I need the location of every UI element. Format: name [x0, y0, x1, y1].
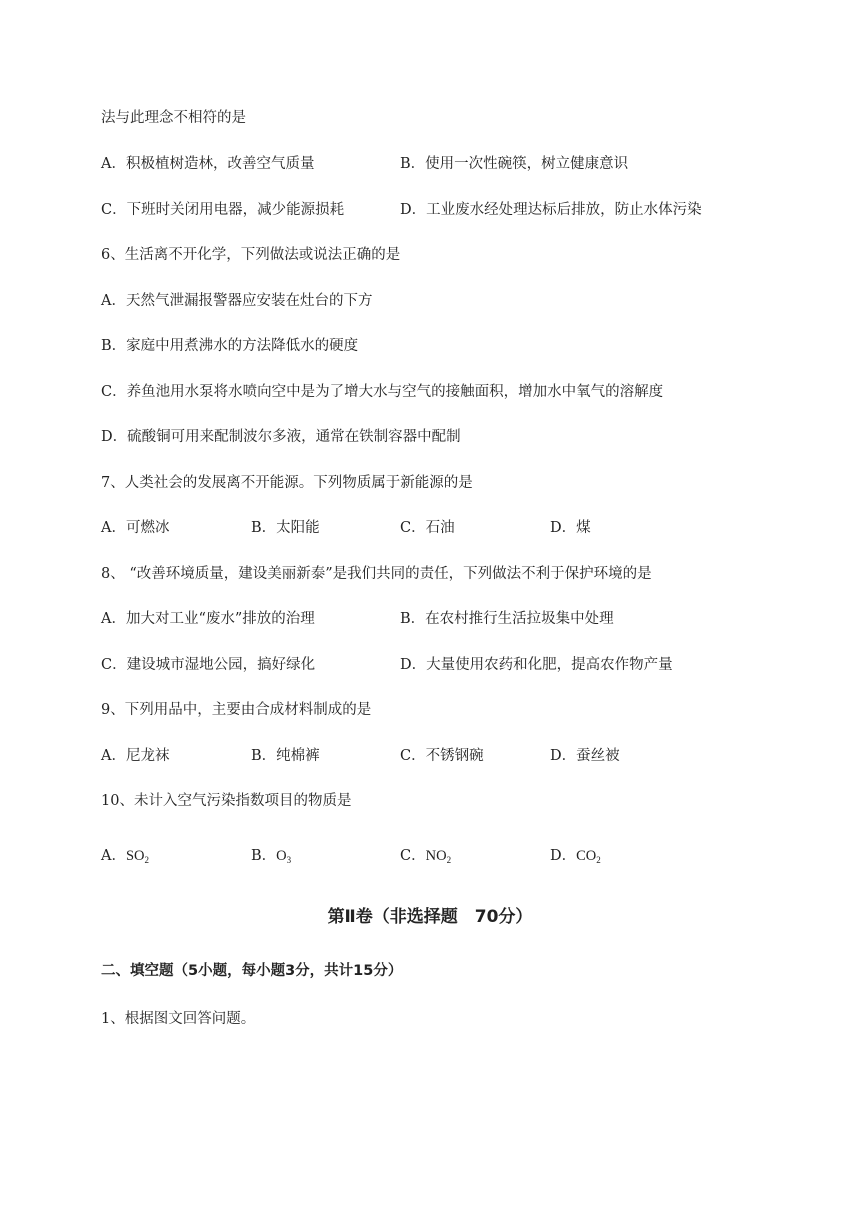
q10-option-a-prefix: A． — [101, 848, 126, 864]
q10-option-a-formula — [126, 848, 149, 864]
q8-option-c: C．建设城市湿地公园，搞好绿化 — [101, 657, 316, 673]
q7-option-c: C．石油 — [400, 520, 455, 536]
q9-option-c: C．不锈钢碗 — [400, 748, 484, 764]
q9-option-b: B．纯棉裤 — [251, 748, 320, 764]
q9-stem: 9、下列用品中，主要由合成材料制成的是 — [101, 702, 372, 718]
part-2-title: 二、填空题（5小题，每小题3分，共计15分） — [101, 963, 403, 979]
q10-option-b-base: O — [276, 848, 287, 864]
q5-option-a: A．积极植树造林，改善空气质量 — [101, 156, 315, 172]
q8-option-b: B．在农村推行生活拉圾集中处理 — [400, 611, 614, 627]
q7-option-d: D．煤 — [550, 520, 591, 536]
q9-option-d: D．蚕丝被 — [550, 748, 620, 764]
q5-option-b: B．使用一次性碗筷，树立健康意识 — [400, 156, 629, 172]
q8-stem: 8、 “改善环境质量，建设美丽新泰”是我们共同的责任，下列做法不利于保护环境的是 — [101, 566, 652, 582]
q10-option-d-formula — [576, 848, 601, 864]
q5-option-c: C．下班时关闭用电器，减少能源损耗 — [101, 202, 345, 218]
q10-option-c-prefix: C． — [400, 848, 426, 864]
q6-option-b: B．家庭中用煮沸水的方法降低水的硬度 — [101, 338, 359, 354]
q8-option-d: D．大量使用农药和化肥，提高农作物产量 — [400, 657, 673, 673]
q10-option-c-base: NO — [425, 848, 447, 864]
q9-option-a: A．尼龙袜 — [101, 748, 170, 764]
q10-option-b — [251, 846, 291, 870]
q5-option-d: D．工业废水经处理达标后排放，防止水体污染 — [400, 202, 702, 218]
fill-question-1: 1、根据图文回答问题。 — [101, 1011, 256, 1027]
q6-option-a: A．天然气泄漏报警器应安装在灶台的下方 — [101, 293, 373, 309]
q10-option-c — [400, 846, 451, 870]
q7-stem: 7、人类社会的发展离不开能源。下列物质属于新能源的是 — [101, 475, 473, 491]
q8-option-a: A．加大对工业“废水”排放的治理 — [101, 611, 315, 627]
q6-option-d: D．硫酸铜可用来配制波尔多液，通常在铁制容器中配制 — [101, 429, 461, 445]
q10-stem: 10、未计入空气污染指数项目的物质是 — [101, 793, 352, 809]
q10-option-a-base: SO — [125, 848, 145, 864]
q10-option-b-sub: 3 — [286, 855, 292, 865]
q10-option-c-formula — [426, 848, 451, 864]
q10-option-a-sub: 2 — [144, 855, 150, 865]
q6-stem: 6、生活离不开化学，下列做法或说法正确的是 — [101, 247, 401, 263]
q10-option-d-base: CO — [576, 848, 597, 864]
section-2-title: 第Ⅱ卷（非选择题 70分） — [327, 907, 533, 927]
q6-option-c: C．养鱼池用水泵将水喷向空中是为了增大水与空气的接触面积，增加水中氧气的溶解度 — [101, 384, 664, 400]
q10-option-b-prefix: B． — [251, 848, 277, 864]
q10-option-a — [101, 846, 149, 870]
q10-option-c-sub: 2 — [446, 855, 452, 865]
q5-stem-tail: 法与此理念不相符的是 — [101, 110, 246, 126]
q7-option-b: B．太阳能 — [251, 520, 320, 536]
q10-option-d — [550, 846, 601, 870]
q10-option-d-sub: 2 — [596, 855, 601, 865]
q7-option-a: A．可燃冰 — [101, 520, 170, 536]
q10-option-b-formula — [276, 848, 291, 864]
q10-option-d-prefix: D． — [550, 848, 577, 864]
